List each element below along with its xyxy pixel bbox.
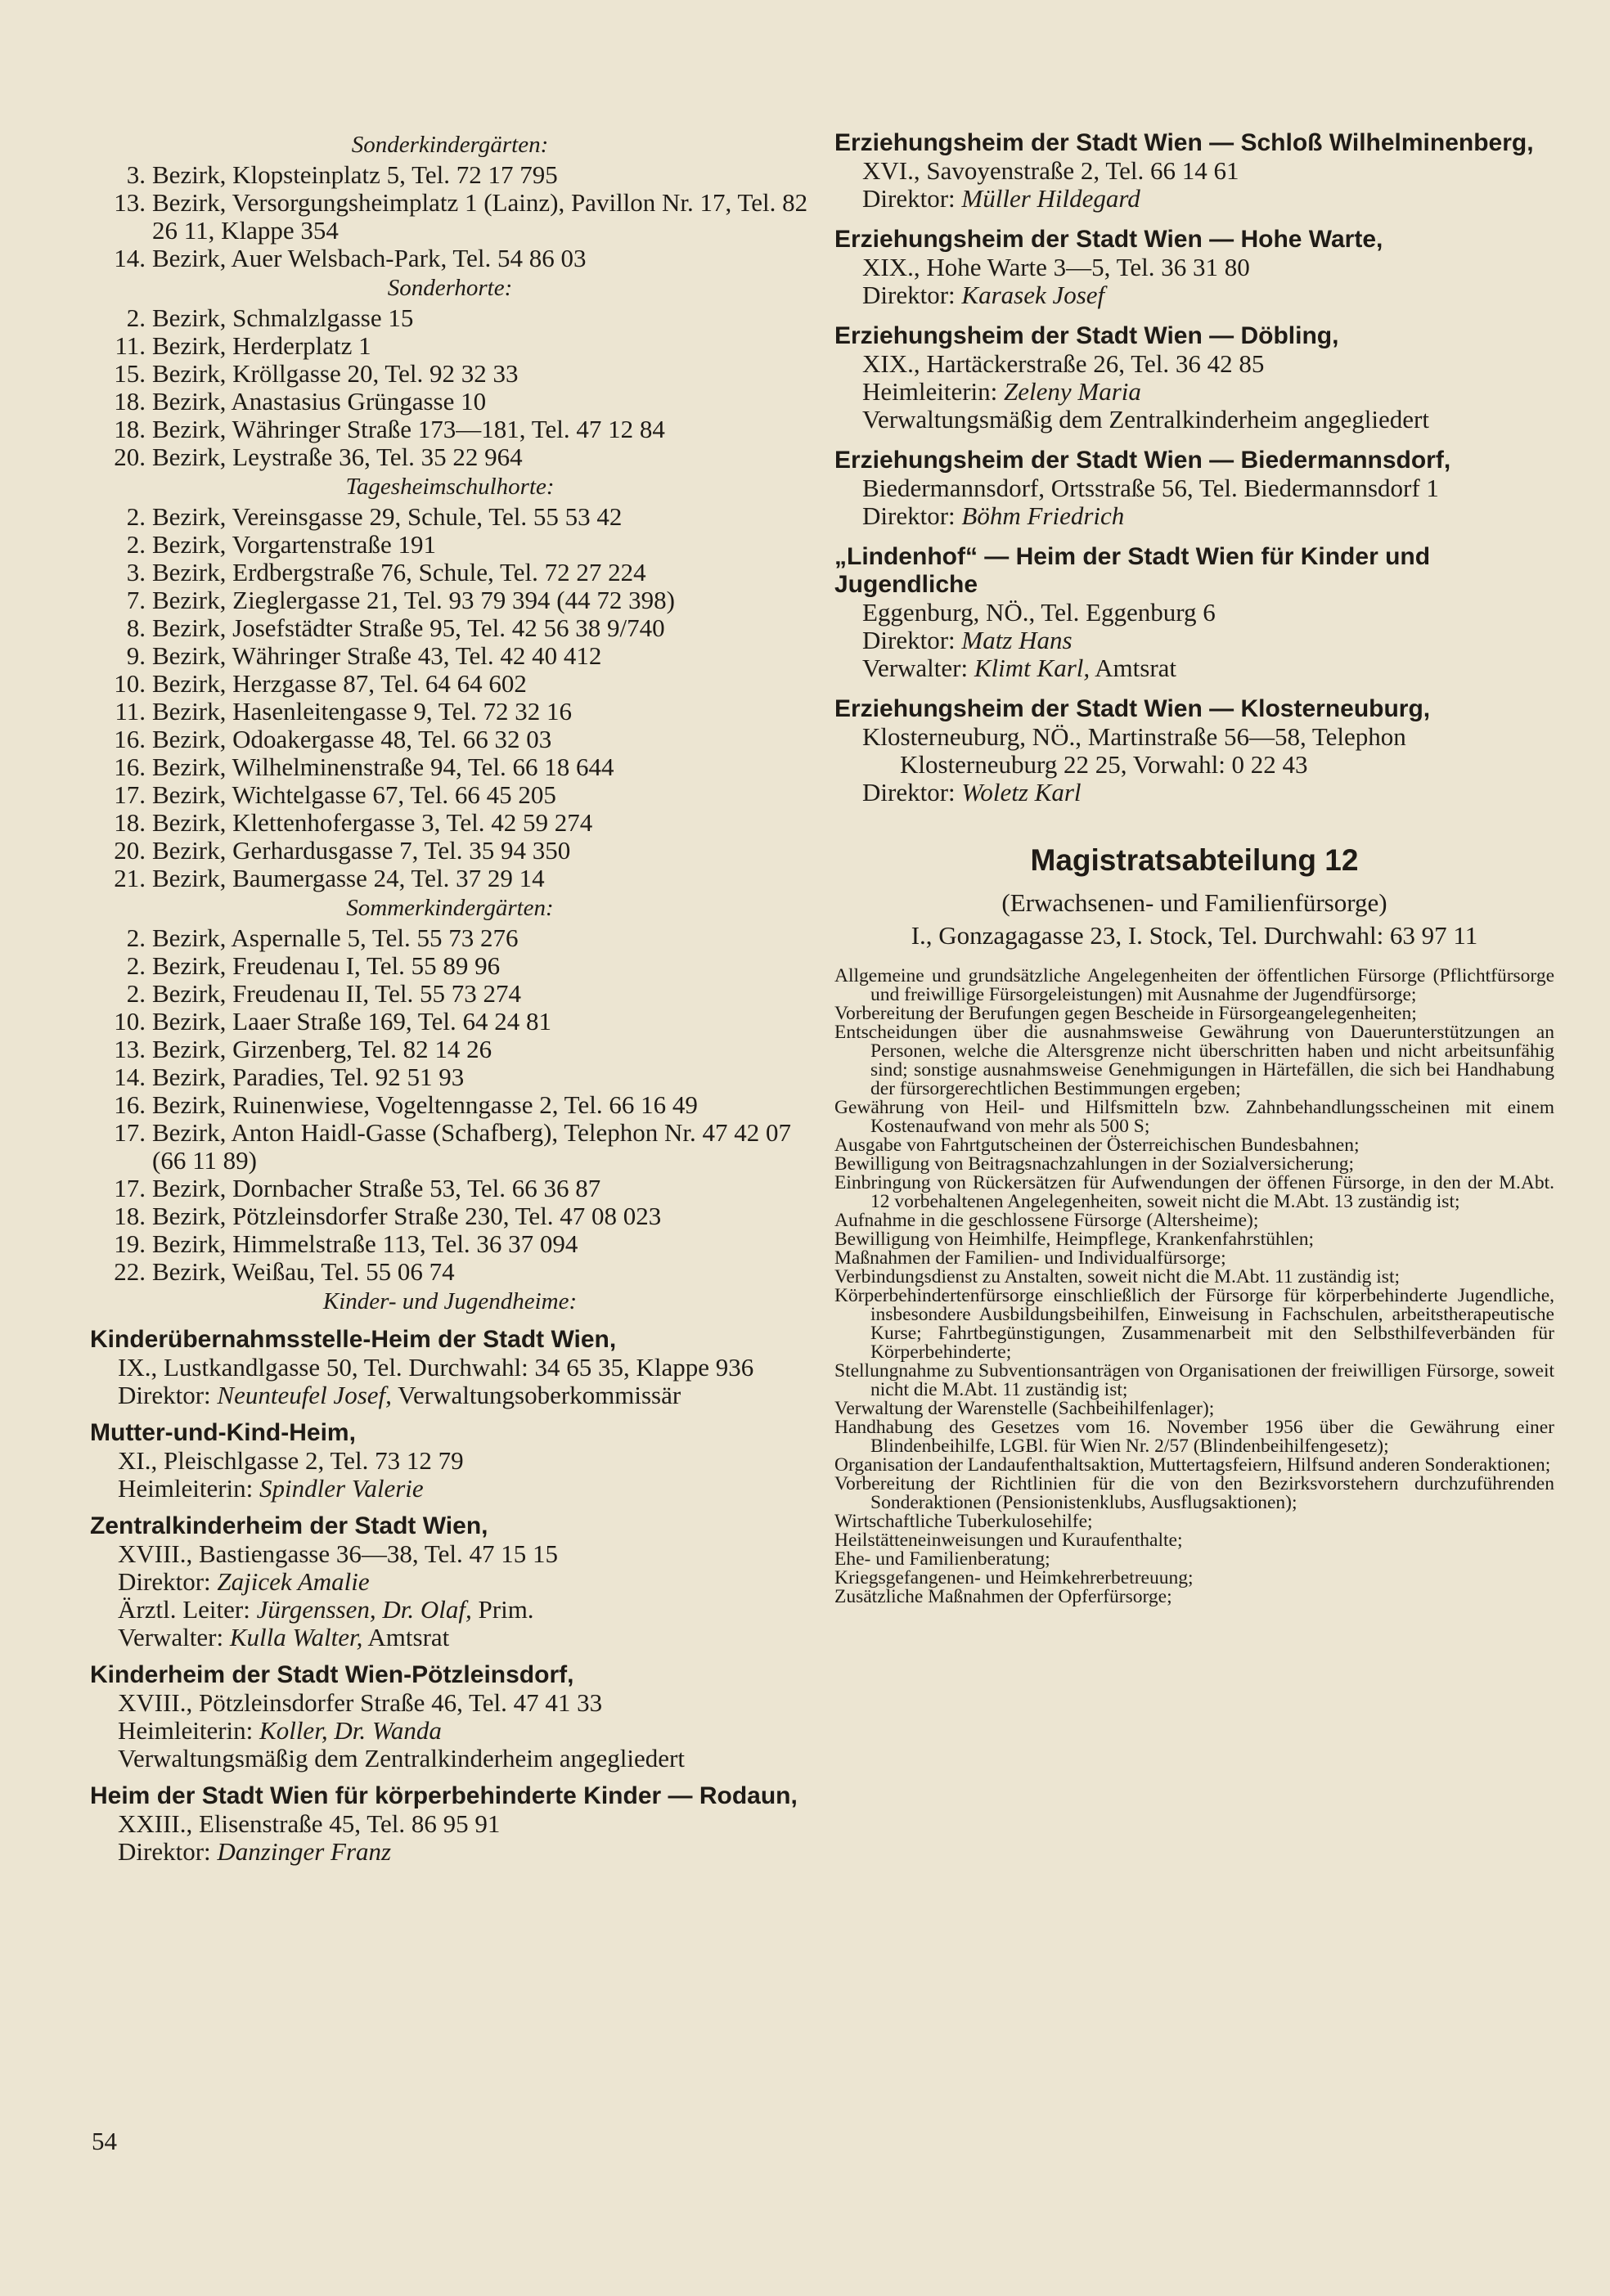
list-item <box>90 332 810 360</box>
entry-text: Bezirk, Weißau, Tel. 55 06 74 <box>152 1257 455 1286</box>
entry-number: 19. <box>114 1229 146 1258</box>
list-item <box>90 503 810 531</box>
institution-line <box>834 723 1554 779</box>
entry-number: 16. <box>114 753 146 781</box>
entry-number: 17. <box>114 780 146 809</box>
entry-number: 2. <box>126 502 146 531</box>
institution-line <box>834 281 1554 309</box>
entry-number: 7. <box>126 586 146 614</box>
institution-title: Erziehungsheim der Stadt Wien — Biedermannsdorf, <box>834 447 1451 474</box>
person-name: Böhm Friedrich <box>961 501 1125 530</box>
person-name: Karasek Josef <box>961 281 1105 309</box>
line-text: Klosterneuburg, NÖ., Martinstraße 56—58, Telephon Klosterneuburg 22 25, Vorwahl: 0 22 43 <box>862 722 1406 779</box>
duty-item: Aufnahme in die geschlossene Fürsorge (Altersheime); <box>834 1210 1259 1231</box>
entry-number: 3. <box>126 160 146 189</box>
person-name: Kulla Walter, <box>229 1623 363 1651</box>
entry-number: 20. <box>114 443 146 471</box>
person-name: Klimt Karl, <box>974 654 1091 682</box>
line-label: Heimleiterin: <box>118 1474 254 1503</box>
duty-item: Handhabung des Gesetzes vom 16. November 1956 über die Gewährung einer Blindenbeihilfe, LGBl. für Wien Nr. 2/57 (Blindenbeihilfengesetz); <box>834 1417 1554 1457</box>
institution-line <box>90 1745 810 1773</box>
institution-line <box>90 1447 810 1475</box>
institution-block <box>834 129 1554 213</box>
institution-line <box>90 1568 810 1596</box>
entry-text: Bezirk, Währinger Straße 43, Tel. 42 40 412 <box>152 641 602 670</box>
institution-line <box>90 1624 810 1651</box>
institution-block <box>90 1661 810 1773</box>
entry-text: Bezirk, Erdbergstraße 76, Schule, Tel. 72 27 224 <box>152 558 646 586</box>
duty-item: Verbindungsdienst zu Anstalten, soweit nicht die M.Abt. 11 zuständig ist; <box>834 1266 1401 1287</box>
list-item <box>90 189 810 245</box>
list-item <box>90 1202 810 1230</box>
entry-text: Bezirk, Odoakergasse 48, Tel. 66 32 03 <box>152 725 552 753</box>
entry-number: 17. <box>114 1118 146 1147</box>
line-label: Direktor: <box>862 501 956 530</box>
institution-line <box>834 254 1554 281</box>
line-text: XIX., Hartäckerstraße 26, Tel. 36 42 85 <box>862 349 1265 378</box>
list-item <box>90 304 810 332</box>
entry-number: 18. <box>114 808 146 837</box>
entry-text: Bezirk, Girzenberg, Tel. 82 14 26 <box>152 1035 492 1063</box>
line-text: Eggenburg, NÖ., Tel. Eggenburg 6 <box>862 598 1216 627</box>
list-item <box>90 1063 810 1091</box>
person-name: Spindler Valerie <box>259 1474 424 1503</box>
institution-block <box>834 322 1554 434</box>
list-tagesheimschulhorte <box>90 503 810 892</box>
entry-text: Bezirk, Josefstädter Straße 95, Tel. 42 56 38 9/740 <box>152 613 665 642</box>
list-item <box>90 980 810 1008</box>
entry-number: 11. <box>115 331 146 360</box>
institution-line <box>90 1810 810 1838</box>
line-label: Direktor: <box>862 626 956 654</box>
duty-item: Zusätzliche Maßnahmen der Opferfürsorge; <box>834 1586 1172 1607</box>
entry-number: 18. <box>114 1202 146 1230</box>
line-text: Verwaltungsmäßig dem Zentralkinderheim angegliedert <box>118 1744 685 1773</box>
list-item <box>90 531 810 559</box>
list-item <box>90 245 810 272</box>
entry-number: 13. <box>114 188 146 217</box>
entry-text: Bezirk, Freudenau I, Tel. 55 89 96 <box>152 951 501 980</box>
list-item <box>90 614 810 642</box>
entry-text: Bezirk, Paradies, Tel. 92 51 93 <box>152 1063 465 1091</box>
line-label: Heimleiterin: <box>862 377 998 406</box>
person-name: Danzinger Franz <box>217 1837 392 1866</box>
person-name: Koller, Dr. Wanda <box>259 1716 442 1745</box>
institution-title: Erziehungsheim der Stadt Wien — Döbling, <box>834 322 1339 349</box>
institution-block <box>834 695 1554 807</box>
list-item <box>90 1091 810 1119</box>
institution-line <box>834 157 1554 185</box>
entry-number: 18. <box>114 415 146 443</box>
line-label: Verwalter: <box>862 654 969 682</box>
entry-number: 11. <box>115 697 146 726</box>
institution-block <box>90 1419 810 1503</box>
institution-block <box>90 1512 810 1651</box>
line-rest: Amtsrat <box>1095 654 1177 682</box>
list-item <box>90 837 810 865</box>
institution-line <box>90 1717 810 1745</box>
duty-item: Verwaltung der Warenstelle (Sachbeihilfenlager); <box>834 1398 1215 1419</box>
duty-item: Ehe- und Familienberatung; <box>834 1548 1050 1570</box>
magistrat-address: I., Gonzagagasse 23, I. Stock, Tel. Durchwahl: 63 97 11 <box>911 921 1478 950</box>
list-item <box>90 559 810 586</box>
duty-item: Vorbereitung der Berufungen gegen Bescheide in Fürsorgeangelegenheiten; <box>834 1003 1417 1024</box>
list-right-heime <box>834 129 1554 807</box>
section-title-sommerkindergaerten: Sommerkindergärten: <box>346 895 554 921</box>
line-label: Direktor: <box>118 1381 211 1409</box>
institution-block <box>834 543 1554 682</box>
entry-text: Bezirk, Ruinenwiese, Vogeltenngasse 2, Tel. 66 16 49 <box>152 1090 698 1119</box>
list-item <box>90 1119 810 1175</box>
institution-line <box>834 185 1554 213</box>
institution-block <box>90 1326 810 1409</box>
list-item <box>90 698 810 726</box>
entry-number: 2. <box>126 979 146 1008</box>
right-column <box>834 129 1554 1606</box>
duty-item: Vorbereitung der Richtlinien für die von den Bezirksvorstehern durchzuführenden Sonderaktionen (Pensionistenklubs, Ausflugsaktionen); <box>834 1473 1554 1513</box>
entry-text: Bezirk, Wichtelgasse 67, Tel. 66 45 205 <box>152 780 556 809</box>
institution-line <box>90 1354 810 1382</box>
institution-title: Erziehungsheim der Stadt Wien — Hohe Warte, <box>834 226 1383 253</box>
list-item <box>90 924 810 952</box>
entry-number: 15. <box>114 359 146 388</box>
entry-number: 2. <box>126 923 146 952</box>
list-item <box>90 1230 810 1258</box>
institution-title: Zentralkinderheim der Stadt Wien, <box>90 1512 488 1539</box>
institution-line <box>834 502 1554 530</box>
list-item <box>90 443 810 471</box>
line-label: Heimleiterin: <box>118 1716 254 1745</box>
list-left-heime <box>90 1326 810 1866</box>
institution-block <box>834 226 1554 309</box>
entry-number: 9. <box>126 641 146 670</box>
entry-text: Bezirk, Aspernalle 5, Tel. 55 73 276 <box>152 923 519 952</box>
entry-text: Bezirk, Anastasius Grüngasse 10 <box>152 387 487 416</box>
entry-number: 3. <box>126 558 146 586</box>
entry-number: 10. <box>114 1007 146 1036</box>
entry-number: 17. <box>114 1174 146 1202</box>
institution-line <box>834 779 1554 807</box>
entry-text: Bezirk, Klettenhofergasse 3, Tel. 42 59 274 <box>152 808 593 837</box>
institution-line <box>90 1838 810 1866</box>
duty-item: Körperbehindertenfürsorge einschließlich der Fürsorge für körperbehinderte Jugendliche, insbesondere Ausbildungsbeihilfen, Einweisung in Fachschulen, arbeitstherapeutische Kurse; Fahrtbegünstigungen, Zusammenarbeit mit den Selbsthilfeverbänden für Körperbehinderte; <box>834 1285 1554 1363</box>
list-item <box>90 161 810 189</box>
list-item <box>90 726 810 753</box>
line-text: XXIII., Elisenstraße 45, Tel. 86 95 91 <box>118 1809 501 1838</box>
entry-text: Bezirk, Laaer Straße 169, Tel. 64 24 81 <box>152 1007 551 1036</box>
entry-number: 2. <box>126 303 146 332</box>
entry-text: Bezirk, Auer Welsbach-Park, Tel. 54 86 03 <box>152 244 587 272</box>
entry-number: 14. <box>114 244 146 272</box>
list-item <box>90 865 810 892</box>
list-sommerkindergaerten <box>90 924 810 1286</box>
left-column <box>90 129 810 1866</box>
line-label: Direktor: <box>862 281 956 309</box>
duty-item: Entscheidungen über die ausnahmsweise Gewährung von Dauerunterstützungen an Personen, welche die Altersgrenze nicht überschritten haben und nicht arbeitsunfähig sind; sonstige ausnahmsweise Genehmigungen in Härtefällen, die sich bei Handhabung der fürsorgerechtlichen Bestimmungen ergeben; <box>834 1022 1554 1099</box>
entry-number: 8. <box>126 613 146 642</box>
section-title-sonderhorte: Sonderhorte: <box>387 275 513 301</box>
entry-text: Bezirk, Himmelstraße 113, Tel. 36 37 094 <box>152 1229 578 1258</box>
entry-text: Bezirk, Baumergasse 24, Tel. 37 29 14 <box>152 864 545 892</box>
duty-item: Gewährung von Heil- und Hilfsmitteln bzw. Zahnbehandlungsscheinen mit einem Kostenaufwand von mehr als 500 S; <box>834 1097 1554 1137</box>
line-text: Biedermannsdorf, Ortsstraße 56, Tel. Biedermannsdorf 1 <box>862 474 1439 502</box>
institution-block <box>834 447 1554 530</box>
entry-number: 2. <box>126 530 146 559</box>
line-label: Direktor: <box>862 778 956 807</box>
list-item <box>90 781 810 809</box>
entry-text: Bezirk, Herzgasse 87, Tel. 64 64 602 <box>152 669 527 698</box>
institution-line <box>834 378 1554 406</box>
list-sonderkindergaerten <box>90 161 810 272</box>
institution-title: „Lindenhof“ — Heim der Stadt Wien für Kinder und Jugendliche <box>834 543 1431 598</box>
entry-text: Bezirk, Gerhardusgasse 7, Tel. 35 94 350 <box>152 836 571 865</box>
duty-item: Maßnahmen der Familien- und Individualfürsorge; <box>834 1247 1226 1269</box>
list-item <box>90 952 810 980</box>
line-rest: Prim. <box>478 1595 534 1624</box>
institution-line <box>90 1382 810 1409</box>
list-item <box>90 753 810 781</box>
institution-title: Kinderübernahmsstelle-Heim der Stadt Wien, <box>90 1326 617 1353</box>
duty-item: Ausgabe von Fahrtgutscheinen der Österreichischen Bundesbahnen; <box>834 1135 1360 1156</box>
entry-text: Bezirk, Vereinsgasse 29, Schule, Tel. 55 53 42 <box>152 502 623 531</box>
list-item <box>90 1175 810 1202</box>
person-name: Jürgenssen, Dr. Olaf, <box>256 1595 472 1624</box>
line-text: XI., Pleischlgasse 2, Tel. 73 12 79 <box>118 1446 464 1475</box>
entry-text: Bezirk, Wilhelminenstraße 94, Tel. 66 18 644 <box>152 753 614 781</box>
line-rest: Amtsrat <box>367 1623 450 1651</box>
entry-text: Bezirk, Herderplatz 1 <box>152 331 371 360</box>
line-text: XVI., Savoyenstraße 2, Tel. 66 14 61 <box>862 156 1239 185</box>
duty-item: Bewilligung von Heimhilfe, Heimpflege, Krankenfahrstühlen; <box>834 1229 1315 1250</box>
duty-item: Stellungnahme zu Subventionsanträgen von Organisationen der freiwilligen Fürsorge, soweit nicht die M.Abt. 11 zuständig ist; <box>834 1360 1554 1400</box>
entry-text: Bezirk, Schmalzlgasse 15 <box>152 303 414 332</box>
person-name: Zajicek Amalie <box>217 1567 370 1596</box>
duty-item: Wirtschaftliche Tuberkulosehilfe; <box>834 1511 1093 1532</box>
entry-number: 18. <box>114 387 146 416</box>
entry-number: 10. <box>114 669 146 698</box>
entry-number: 14. <box>114 1063 146 1091</box>
person-name: Woletz Karl <box>961 778 1082 807</box>
institution-block <box>90 1782 810 1866</box>
entry-text: Bezirk, Währinger Straße 173—181, Tel. 47 12 84 <box>152 415 665 443</box>
institution-title: Erziehungsheim der Stadt Wien — Klosterneuburg, <box>834 695 1431 722</box>
duty-item: Kriegsgefangenen- und Heimkehrerbetreuung; <box>834 1567 1194 1588</box>
institution-title: Erziehungsheim der Stadt Wien — Schloß Wilhelminenberg, <box>834 129 1534 156</box>
person-name: Müller Hildegard <box>961 184 1140 213</box>
duty-item: Bewilligung von Beitragsnachzahlungen in der Sozialversicherung; <box>834 1153 1354 1175</box>
entry-text: Bezirk, Leystraße 36, Tel. 35 22 964 <box>152 443 523 471</box>
magistrat-subtitle: (Erwachsenen- und Familienfürsorge) <box>1001 888 1387 917</box>
entry-text: Bezirk, Vorgartenstraße 191 <box>152 530 436 559</box>
line-rest: Verwaltungsoberkommissär <box>398 1381 681 1409</box>
magistrat-duties <box>834 967 1554 1606</box>
list-item <box>90 670 810 698</box>
line-label: Verwalter: <box>118 1623 224 1651</box>
entry-text: Bezirk, Anton Haidl-Gasse (Schafberg), Telephon Nr. 47 42 07 (66 11 89) <box>152 1118 791 1175</box>
list-item <box>90 1258 810 1286</box>
page-number: 54 <box>92 2127 117 2155</box>
institution-line <box>90 1596 810 1624</box>
entry-number: 22. <box>114 1257 146 1286</box>
section-title-heime: Kinder- und Jugendheime: <box>322 1288 578 1314</box>
entry-number: 16. <box>114 1090 146 1119</box>
list-item <box>90 586 810 614</box>
institution-line <box>834 350 1554 378</box>
person-name: Matz Hans <box>961 626 1073 654</box>
list-item <box>90 642 810 670</box>
entry-number: 16. <box>114 725 146 753</box>
list-item <box>90 1036 810 1063</box>
institution-line <box>834 474 1554 502</box>
institution-line <box>834 599 1554 627</box>
duty-item: Allgemeine und grundsätzliche Angelegenheiten der öffentlichen Fürsorge (Pflichtfürsorge und freiwillige Fürsorgeleistungen) mit Ausnahme der Jugendfürsorge; <box>834 965 1554 1005</box>
line-label: Ärztl. Leiter: <box>118 1595 250 1624</box>
list-sonderhorte <box>90 304 810 471</box>
list-item <box>90 416 810 443</box>
entry-text: Bezirk, Versorgungsheimplatz 1 (Lainz), Pavillon Nr. 17, Tel. 82 26 11, Klappe 354 <box>152 188 808 245</box>
line-text: XIX., Hohe Warte 3—5, Tel. 36 31 80 <box>862 253 1250 281</box>
institution-title: Mutter-und-Kind-Heim, <box>90 1419 356 1446</box>
duty-item: Einbringung von Rückersätzen für Aufwendungen der öffenen Fürsorge, in den der M.Abt. 12 vorbehaltenen Angelegenheiten, soweit nicht die M.Abt. 13 zuständig ist; <box>834 1172 1554 1212</box>
duty-item: Organisation der Landaufenthaltsaktion, Muttertagsfeiern, Hilfsund anderen Sonderaktionen; <box>834 1454 1551 1476</box>
section-title-sonderkindergaerten: Sonderkindergärten: <box>351 132 549 158</box>
institution-title: Kinderheim der Stadt Wien-Pötzleinsdorf, <box>90 1661 574 1688</box>
line-label: Direktor: <box>118 1567 211 1596</box>
duty-item: Heilstätteneinweisungen und Kuraufenthalte; <box>834 1530 1183 1551</box>
person-name: Zeleny Maria <box>1004 377 1141 406</box>
entry-number: 20. <box>114 836 146 865</box>
line-text: IX., Lustkandlgasse 50, Tel. Durchwahl: 34 65 35, Klappe 936 <box>118 1353 754 1382</box>
line-text: XVIII., Bastiengasse 36—38, Tel. 47 15 15 <box>118 1539 558 1568</box>
entry-text: Bezirk, Kröllgasse 20, Tel. 92 32 33 <box>152 359 519 388</box>
entry-text: Bezirk, Pötzleinsdorfer Straße 230, Tel. 47 08 023 <box>152 1202 662 1230</box>
institution-line <box>834 406 1554 434</box>
institution-line <box>90 1540 810 1568</box>
list-item <box>90 1008 810 1036</box>
line-label: Direktor: <box>118 1837 211 1866</box>
line-text: XVIII., Pötzleinsdorfer Straße 46, Tel. 47 41 33 <box>118 1688 603 1717</box>
entry-text: Bezirk, Hasenleitengasse 9, Tel. 72 32 16 <box>152 697 572 726</box>
entry-text: Bezirk, Klopsteinplatz 5, Tel. 72 17 795 <box>152 160 558 189</box>
institution-line <box>834 654 1554 682</box>
entry-number: 2. <box>126 951 146 980</box>
section-title-tagesheimschulhorte: Tagesheimschulhorte: <box>345 474 555 500</box>
list-item <box>90 360 810 388</box>
list-item <box>90 809 810 837</box>
institution-line <box>834 627 1554 654</box>
line-label: Direktor: <box>862 184 956 213</box>
entry-text: Bezirk, Zieglergasse 21, Tel. 93 79 394 (44 72 398) <box>152 586 675 614</box>
entry-text: Bezirk, Freudenau II, Tel. 55 73 274 <box>152 979 521 1008</box>
list-item <box>90 388 810 416</box>
line-text: Verwaltungsmäßig dem Zentralkinderheim angegliedert <box>862 405 1429 434</box>
magistrat-title: Magistratsabteilung 12 <box>1030 843 1359 877</box>
institution-line <box>90 1689 810 1717</box>
entry-number: 21. <box>114 864 146 892</box>
entry-text: Bezirk, Dornbacher Straße 53, Tel. 66 36 87 <box>152 1174 601 1202</box>
person-name: Neunteufel Josef, <box>217 1381 392 1409</box>
entry-number: 13. <box>114 1035 146 1063</box>
institution-title: Heim der Stadt Wien für körperbehinderte Kinder — Rodaun, <box>90 1782 798 1809</box>
institution-line <box>90 1475 810 1503</box>
